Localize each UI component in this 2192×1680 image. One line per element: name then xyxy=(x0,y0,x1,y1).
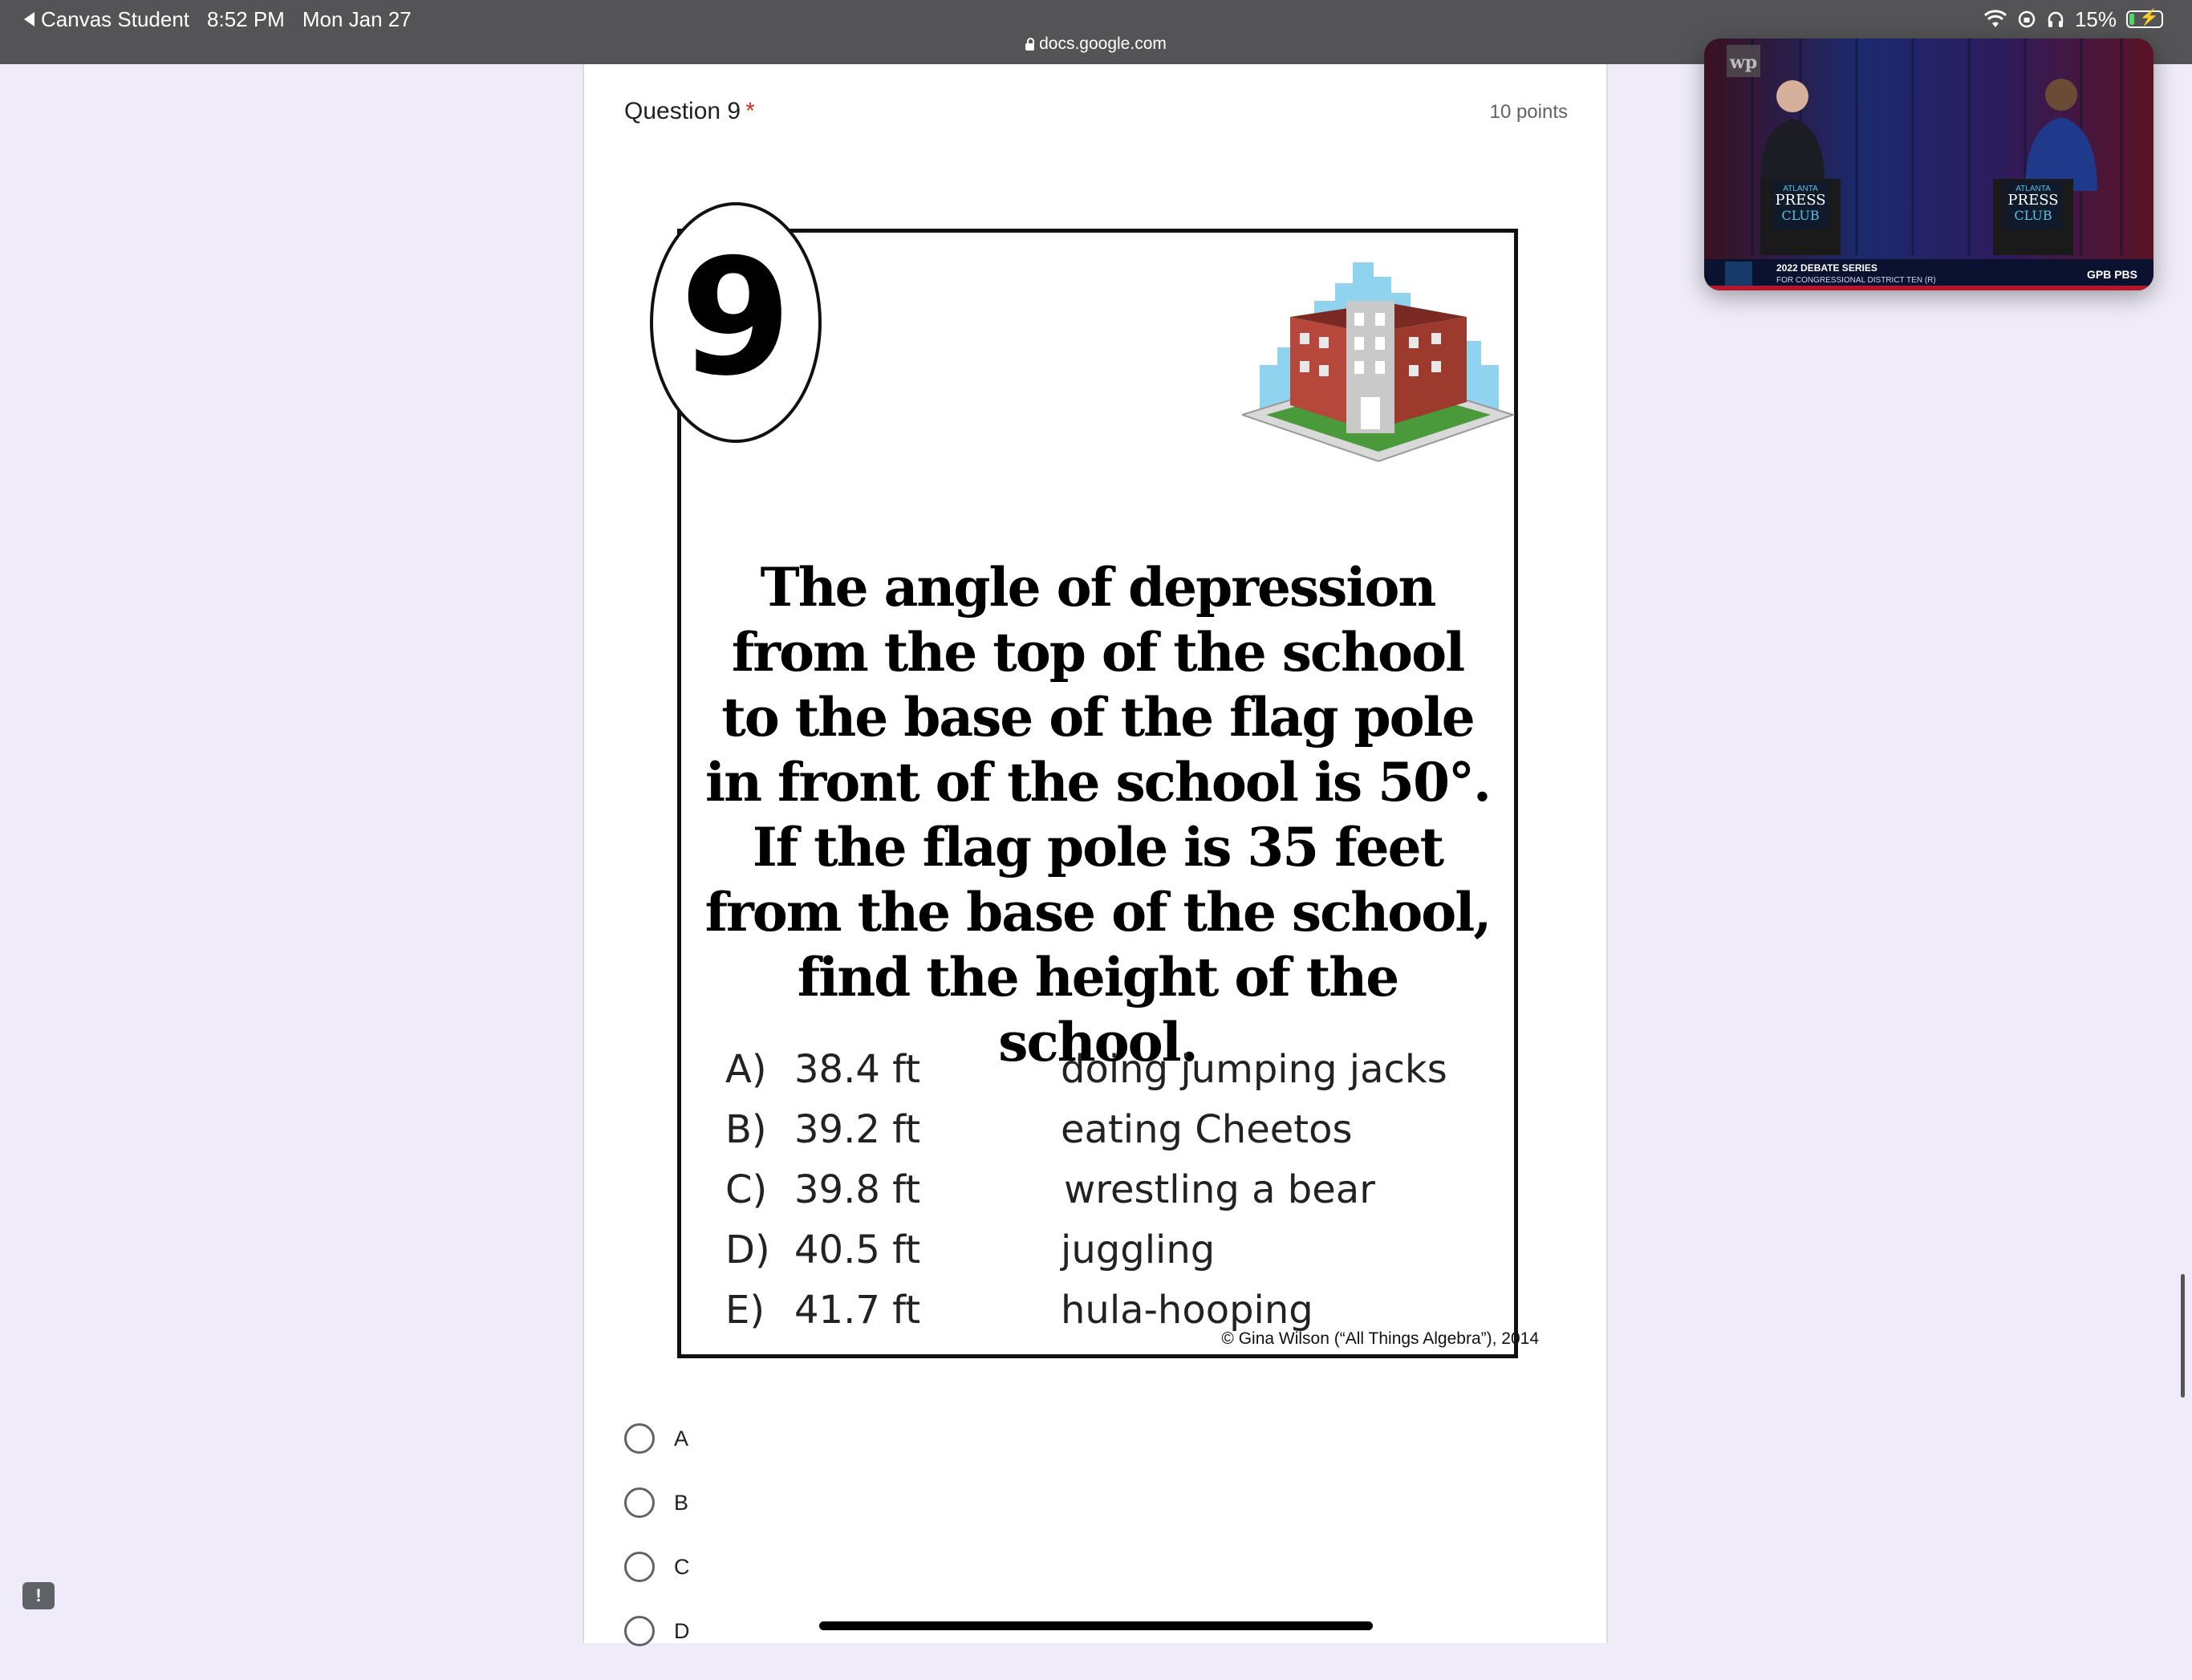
back-to-app-link[interactable] xyxy=(24,5,189,34)
choice-row xyxy=(725,1167,1480,1228)
status-date: Mon Jan 27 xyxy=(302,7,412,31)
orientation-lock-icon xyxy=(2017,10,2036,29)
option-label: B xyxy=(674,1491,689,1515)
radio-button[interactable] xyxy=(624,1552,655,1582)
status-time: 8:52 PM xyxy=(207,7,285,31)
choice-letter: A) xyxy=(725,1047,767,1092)
lower-third-subtitle: FOR CONGRESSIONAL DISTRICT TEN (R) xyxy=(1776,276,1936,285)
podium-label-right-2: CLUB xyxy=(2014,208,2052,223)
choice-activity: juggling xyxy=(1061,1228,1216,1272)
option-c[interactable] xyxy=(624,1552,690,1616)
choice-activity: wrestling a bear xyxy=(1064,1167,1375,1212)
option-label: C xyxy=(674,1555,690,1579)
option-label: A xyxy=(674,1426,689,1451)
question-number-badge xyxy=(650,202,822,443)
battery-icon xyxy=(2126,10,2163,28)
question-title-text: Question 9 xyxy=(624,98,741,124)
charging-bolt-icon: ⚡ xyxy=(2139,9,2159,26)
choice-activity: hula-hooping xyxy=(1061,1288,1313,1333)
back-arrow-icon xyxy=(24,12,35,26)
broadcaster-logo: GPB PBS xyxy=(2086,268,2137,281)
choice-letter: B) xyxy=(725,1107,767,1152)
choice-activity: doing jumping jacks xyxy=(1061,1047,1447,1092)
podium-label-left-1: PRESS xyxy=(1775,192,1826,209)
choice-value: 40.5 ft xyxy=(794,1228,921,1272)
status-left xyxy=(24,5,412,34)
battery-level xyxy=(2129,14,2134,25)
wifi-icon xyxy=(1983,10,2007,29)
back-app-label: Canvas Student xyxy=(41,7,190,31)
copyright-notice: © Gina Wilson (“All Things Algebra”), 2014 xyxy=(1221,1329,1539,1348)
lock-icon xyxy=(1025,43,1034,51)
option-a[interactable] xyxy=(624,1423,690,1487)
choice-letter: D) xyxy=(725,1228,770,1272)
headphones-icon xyxy=(2046,10,2065,29)
feedback-button[interactable]: ! xyxy=(22,1582,55,1609)
question-card xyxy=(583,64,1608,1643)
question-title xyxy=(624,98,755,125)
answer-options xyxy=(624,1423,690,1680)
podium-small-left: ATLANTA xyxy=(1783,185,1818,193)
choice-value: 39.2 ft xyxy=(794,1107,921,1152)
option-d[interactable] xyxy=(624,1616,690,1680)
radio-button[interactable] xyxy=(624,1487,655,1518)
radio-button[interactable] xyxy=(624,1616,655,1646)
podium-label-left-2: CLUB xyxy=(1781,208,1820,223)
choice-row xyxy=(725,1047,1480,1107)
picture-in-picture-video[interactable] xyxy=(1704,39,2153,290)
option-label: D xyxy=(674,1619,690,1643)
url-text: docs.google.com xyxy=(1039,34,1167,53)
choice-row xyxy=(725,1228,1480,1288)
home-indicator[interactable] xyxy=(819,1621,1373,1630)
status-right xyxy=(1983,5,2163,34)
choice-letter: E) xyxy=(725,1288,765,1333)
school-building-illustration xyxy=(1242,245,1515,465)
podium-small-right: ATLANTA xyxy=(2015,185,2051,193)
problem-statement: The angle of depression from the top of the school to the base of the flag pole in front of the school is 50°. If the flag pole is 35 feet from the base of the school, find the height of the school. xyxy=(704,556,1491,1073)
required-asterisk: * xyxy=(745,98,755,124)
battery-percent: 15% xyxy=(2074,6,2117,31)
option-b[interactable] xyxy=(624,1487,690,1552)
choice-value: 39.8 ft xyxy=(794,1167,921,1212)
scrollbar[interactable] xyxy=(2181,1274,2185,1398)
lower-third-title: 2022 DEBATE SERIES xyxy=(1776,262,1877,274)
choice-letter: C) xyxy=(725,1167,768,1212)
choice-activity: eating Cheetos xyxy=(1061,1107,1353,1152)
choice-row xyxy=(725,1107,1480,1167)
radio-button[interactable] xyxy=(624,1423,655,1454)
watermark-text: wp xyxy=(1729,52,1758,73)
answer-choices xyxy=(725,1047,1480,1348)
choice-value: 38.4 ft xyxy=(794,1047,921,1092)
choice-value: 41.7 ft xyxy=(794,1288,921,1333)
question-number: 9 xyxy=(680,225,792,412)
question-points: 10 points xyxy=(1489,101,1568,123)
podium-label-right-1: PRESS xyxy=(2007,192,2059,209)
